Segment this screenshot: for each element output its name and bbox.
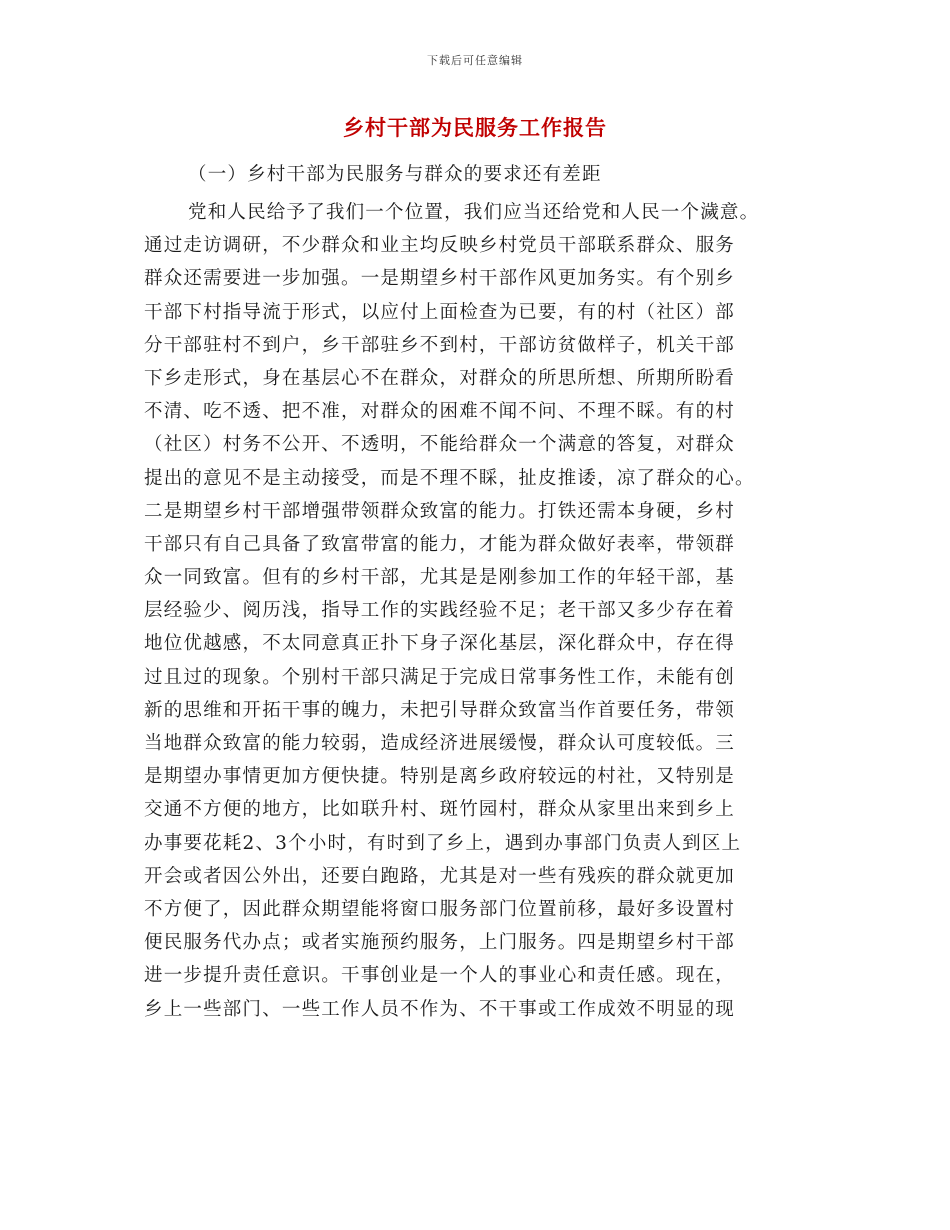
page-header-note: 下载后可任意编辑 <box>427 54 523 67</box>
body-line: 乡上一些部门、一些工作人员不作为、不干事或工作成效不明显的现 <box>144 998 736 1020</box>
body-line: 交通不方便的地方，比如联升村、斑竹园村，群众从家里出来到乡上 <box>144 799 736 821</box>
body-line: 过且过的现象。个别村干部只满足于完成日常事务性工作，未能有创 <box>144 666 736 688</box>
body-line: 不方便了，因此群众期望能将窗口服务部门位置前移，最好多设置村 <box>144 898 736 920</box>
body-line: 不清、吃不透、把不准，对群众的困难不闻不问、不理不睬。有的村 <box>144 401 736 423</box>
body-line: 干部只有自己具备了致富带富的能力，才能为群众做好表率，带领群 <box>144 533 736 555</box>
body-line: 提出的意见不是主动接受，而是不理不睬，扯皮推诿，凉了群众的心。 <box>144 467 755 489</box>
body-line: 分干部驻村不到户，乡干部驻乡不到村，干部访贫做样子，机关干部 <box>144 334 736 356</box>
body-line: 众一同致富。但有的乡村干部，尤其是是刚参加工作的年轻干部，基 <box>144 567 736 589</box>
body-line: 二是期望乡村干部增强带领群众致富的能力。打铁还需本身硬，乡村 <box>144 500 736 522</box>
body-line: 党和人民给予了我们一个位置，我们应当还给党和人民一个濊意。 <box>188 202 760 223</box>
body-line: 进一步提升责任意识。干事创业是一个人的事业心和责任感。现在， <box>144 965 736 987</box>
body-line: 新的思维和开拓干事的魄力，未把引导群众致富当作首要任务，带领 <box>144 699 736 721</box>
body-line: 办事要花耗2、3个小时，有时到了乡上，遇到办事部门负责人到区上 <box>144 832 742 854</box>
body-line: 下乡走形式，身在基层心不在群众，对群众的所思所想、所期所盼看 <box>144 367 736 389</box>
body-line: 当地群众致富的能力较弱，造成经济进展缓慢，群众认可度较低。三 <box>144 733 736 754</box>
body-line: 地位优越感，不太同意真正扑下身子深化基层，深化群众中，存在得 <box>144 633 736 655</box>
body-line: 是期望办事情更加方便快捷。特别是离乡政府较远的村社，又特别是 <box>144 766 736 788</box>
body-line: 干部下村指导流于形式，以应付上面检查为已要，有的村（社区）部 <box>144 301 736 323</box>
body-line: （社区）村务不公开、不透明，不能给群众一个满意的答复，对群众 <box>144 434 736 456</box>
document-body <box>144 196 824 1026</box>
body-line: 群众还需要进一步加强。一是期望乡村干部作风更加务实。有个别乡 <box>144 268 736 290</box>
body-line: 便民服务代办点；或者实施预约服务，上门服务。四是期望乡村干部 <box>144 932 736 954</box>
body-line: 层经验少、阅历浅，指导工作的实践经验不足；老干部又多少存在着 <box>144 600 736 622</box>
body-line: 开会或者因公外出，还要白跑路，尤其是对一些有残疾的群众就更加 <box>144 865 736 887</box>
section-heading: （一）乡村干部为民服务与群众的要求还有差距 <box>188 164 602 185</box>
document-title: 乡村干部为民服务工作报告 <box>343 116 607 140</box>
body-line: 通过走访调研，不少群众和业主均反映乡村党员干部联系群众、服务 <box>144 235 736 257</box>
